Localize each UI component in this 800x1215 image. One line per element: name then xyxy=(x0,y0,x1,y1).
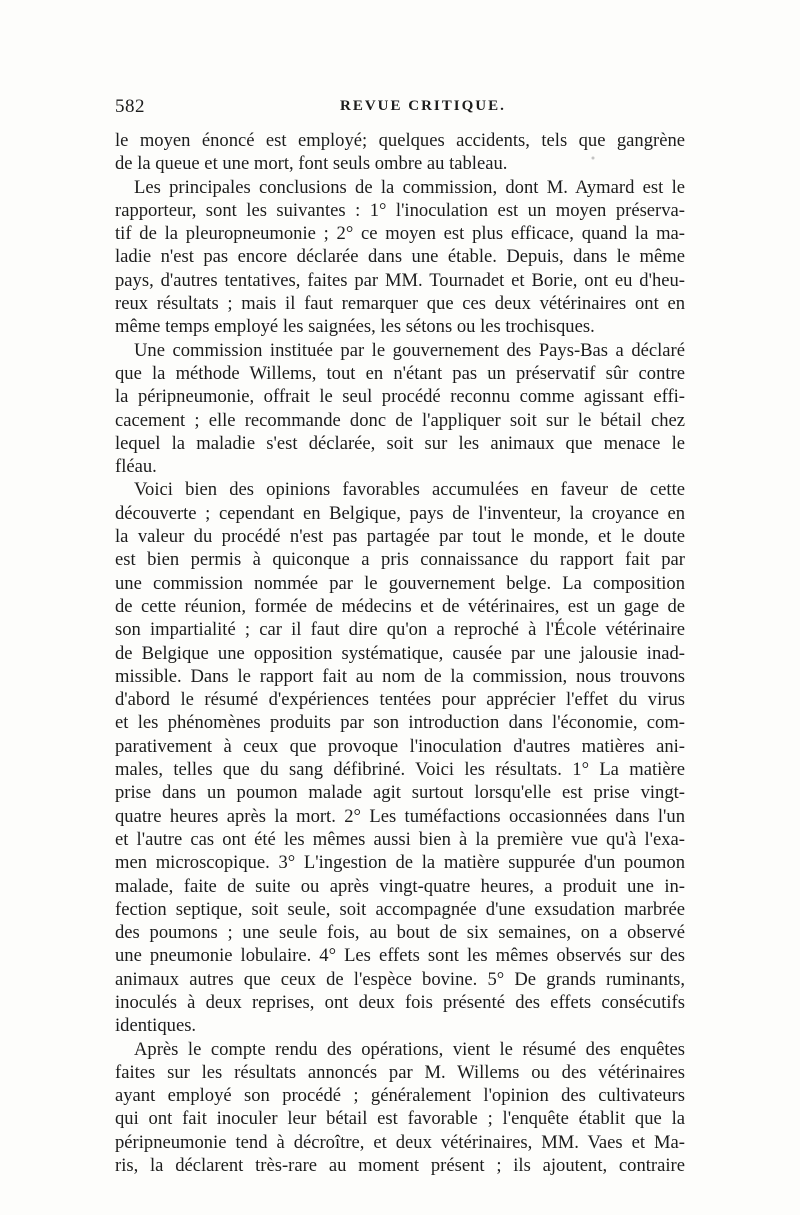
running-head xyxy=(115,96,685,124)
text-line: malade, faite de suite ou après vingt-quatre heures, a produit une in- xyxy=(115,875,685,897)
text-line: péripneumonie tend à décroître, et deux vétérinaires, MM. Vaes et Ma- xyxy=(115,1131,685,1153)
text-line: ris, la déclarent très-rare au moment présent ; ils ajoutent, contraire xyxy=(115,1155,685,1177)
text-line: de cette réunion, formée de médecins et de vétérinaires, est un gage de xyxy=(115,595,685,617)
text-line: de Belgique une opposition systématique, causée par une jalousie inad- xyxy=(115,642,685,664)
paragraph xyxy=(115,176,685,339)
text-line: découverte ; cependant en Belgique, pays de l'inventeur, la croyance en xyxy=(115,502,685,524)
text-line: que la méthode Willems, tout en n'étant pas un préservatif sûr contre xyxy=(115,362,685,384)
text-line: des poumons ; une seule fois, au bout de six semaines, on a observé xyxy=(115,922,685,944)
text-line: rapporteur, sont les suivantes : 1° l'inoculation est un moyen préserva- xyxy=(115,199,685,221)
text-line: la valeur du procédé n'est pas partagée par tout le monde, et le doute xyxy=(115,526,685,548)
text-line: est bien permis à quiconque a pris connaissance du rapport fait par xyxy=(115,549,685,571)
text-line: pays, d'autres tentatives, faites par MM. Tournadet et Borie, ont eu d'heu- xyxy=(115,269,685,291)
text-line: tif de la pleuropneumonie ; 2° ce moyen est plus efficace, quand la ma- xyxy=(115,223,685,245)
paragraph xyxy=(115,1038,685,1178)
text-line: ladie n'est pas encore déclarée dans une étable. Depuis, dans le même xyxy=(115,246,685,268)
text-line: parativement à ceux que provoque l'inoculation d'autres matières ani- xyxy=(115,735,685,757)
text-line: fection septique, soit seule, soit accompagnée d'une exsudation marbrée xyxy=(115,898,685,920)
text-line: le moyen énoncé est employé; quelques accidents, tels que gangrène xyxy=(115,130,685,151)
paragraph xyxy=(115,129,685,176)
text-line: inoculés à deux reprises, ont deux fois présenté des effets consécutifs xyxy=(115,991,685,1013)
text-line: cacement ; elle recommande donc de l'appliquer soit sur le bétail chez xyxy=(115,409,685,431)
text-line: fléau. xyxy=(115,456,157,478)
text-line: lequel la maladie s'est déclarée, soit sur les animaux que menace le xyxy=(115,432,685,454)
paragraph xyxy=(115,339,685,479)
body-text xyxy=(115,129,685,1177)
text-line: Une commission instituée par le gouvernement des Pays-Bas a déclaré xyxy=(134,339,685,361)
text-line: son impartialité ; car il faut dire qu'on a reproché à l'École vétérinaire xyxy=(115,619,685,641)
text-line: une commission nommée par le gouvernement belge. La composition xyxy=(115,572,685,594)
text-line: ayant employé son procédé ; généralement l'opinion des cultivateurs xyxy=(115,1085,685,1107)
text-line: men microscopique. 3° L'ingestion de la matière suppurée d'un poumon xyxy=(115,852,685,874)
text-line: quatre heures après la mort. 2° Les tuméfactions occasionnées dans l'un xyxy=(115,805,685,827)
text-line: la péripneumonie, offrait le seul procédé reconnu comme agissant effi- xyxy=(115,386,685,408)
paragraph xyxy=(115,478,685,1037)
text-line: missible. Dans le rapport fait au nom de la commission, nous trouvons xyxy=(115,665,685,687)
text-line: de la queue et une mort, font seuls ombre au tableau. xyxy=(115,153,508,175)
text-line: animaux autres que ceux de l'espèce bovine. 5° De grands ruminants, xyxy=(115,968,685,990)
running-title: REVUE CRITIQUE. xyxy=(340,98,506,114)
text-line: et les phénomènes produits par son introduction dans l'économie, com- xyxy=(115,712,685,734)
text-line: Les principales conclusions de la commission, dont M. Aymard est le xyxy=(134,176,685,198)
text-line: faites sur les résultats annoncés par M. Willems ou des vétérinaires xyxy=(115,1061,685,1083)
text-line: prise dans un poumon malade agit surtout lorsqu'elle est prise vingt- xyxy=(115,782,685,804)
text-line: qui ont fait inoculer leur bétail est favorable ; l'enquête établit que la xyxy=(115,1108,685,1130)
text-line: males, telles que du sang défibriné. Voici les résultats. 1° La matière xyxy=(115,759,685,781)
text-line: d'abord le résumé d'expériences tentées pour apprécier l'effet du virus xyxy=(115,689,685,711)
text-line: Après le compte rendu des opérations, vient le résumé des enquêtes xyxy=(134,1038,685,1060)
text-line: Voici bien des opinions favorables accumulées en faveur de cette xyxy=(134,479,685,501)
page-number: 582 xyxy=(115,96,145,117)
text-line: une pneumonie lobulaire. 4° Les effets sont les mêmes observés sur des xyxy=(115,945,685,967)
text-line: même temps employé les saignées, les sétons ou les trochisques. xyxy=(115,316,595,338)
text-line: identiques. xyxy=(115,1015,197,1037)
text-line: et l'autre cas ont été les mêmes aussi bien à la première vue qu'à l'exa- xyxy=(115,828,685,850)
text-line: reux résultats ; mais il faut remarquer que ces deux vétérinaires ont en xyxy=(115,293,685,315)
